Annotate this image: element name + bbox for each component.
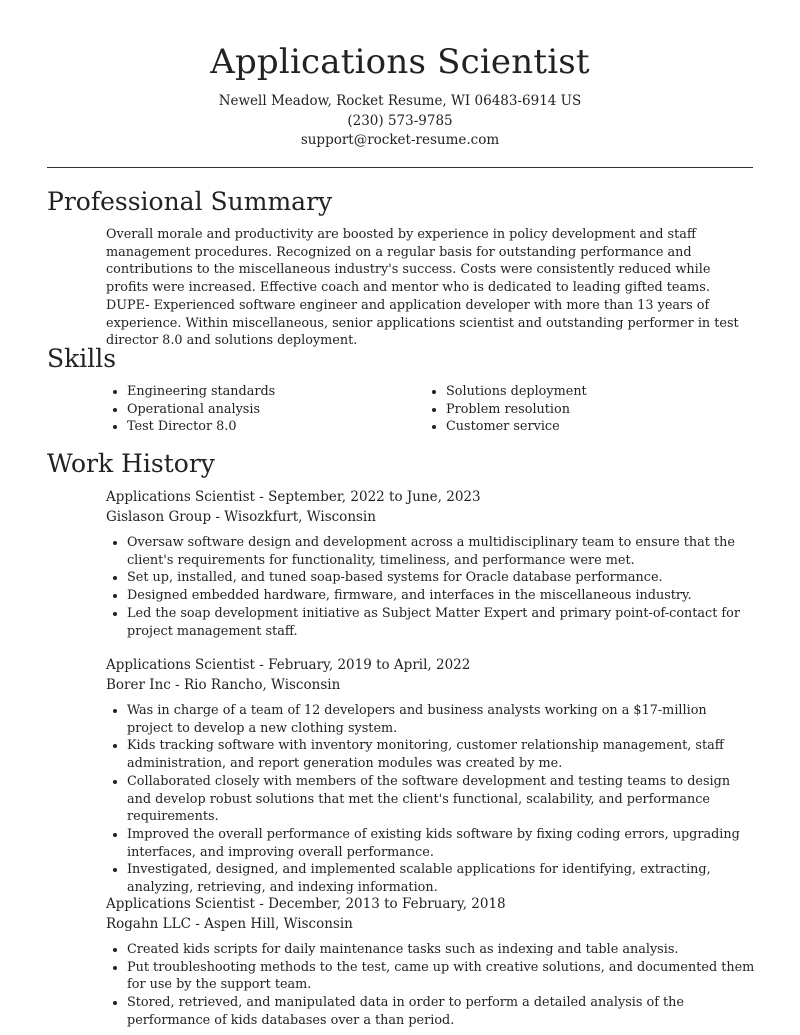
contact-info xyxy=(0,92,800,151)
job-company-location: Borer Inc - Rio Rancho, Wisconsin xyxy=(106,677,341,693)
skills-heading: Skills xyxy=(47,344,117,373)
job-title-dates: Applications Scientist - February, 2019 to April, 2022 xyxy=(106,657,471,673)
contact-email: support@rocket-resume.com xyxy=(300,132,500,148)
job-bullet: • Stored, retrieved, and manipulated data in order to perform a detailed analysis of the performance of kids databases over a than period. xyxy=(127,994,756,1029)
job-bullet: • Set up, installed, and tuned soap-based systems for Oracle database performance. xyxy=(127,569,756,587)
job-title-dates: Applications Scientist - September, 2022 to June, 2023 xyxy=(106,489,481,505)
job-entry xyxy=(106,487,756,640)
work-history-heading: Work History xyxy=(47,449,215,478)
skills-column-left xyxy=(106,383,425,436)
job-entry xyxy=(106,655,756,897)
job-bullet: • Created kids scripts for daily maintenance tasks such as indexing and table analysis. xyxy=(127,941,756,959)
job-bullet: • Led the soap development initiative as Subject Matter Expert and primary point-of-contact for project management staff. xyxy=(127,605,756,640)
skills-column-right xyxy=(425,383,744,436)
job-bullet: • Collaborated closely with members of the software development and testing teams to design and develop robust solutions that met the client's functional, scalability, and performance requirements. xyxy=(127,773,756,826)
contact-address: Newell Meadow, Rocket Resume, WI 06483-6914 US xyxy=(218,93,582,109)
job-bullet: • Designed embedded hardware, firmware, and interfaces in the miscellaneous industry. xyxy=(127,587,756,605)
job-bullet: • Put troubleshooting methods to the test, came up with creative solutions, and documented them for use by the support team. xyxy=(127,959,756,994)
skill-item: • Engineering standards xyxy=(127,383,425,401)
job-title-dates: Applications Scientist - December, 2013 to February, 2018 xyxy=(106,896,506,912)
job-bullets xyxy=(106,702,756,897)
job-bullet: • Kids tracking software with inventory monitoring, customer relationship management, staff administration, and report generation modules was created by me. xyxy=(127,737,756,772)
page-title: Applications Scientist xyxy=(210,42,590,82)
header-divider xyxy=(47,167,753,168)
skills-list xyxy=(106,383,756,436)
job-company-location: Gislason Group - Wisozkfurt, Wisconsin xyxy=(106,509,376,525)
job-bullet: • Oversaw software design and development across a multidisciplinary team to ensure that the client's requirements for functionality, timeliness, and performance were met. xyxy=(127,534,756,569)
skill-item: • Problem resolution xyxy=(446,401,744,419)
job-company-location: Rogahn LLC - Aspen Hill, Wisconsin xyxy=(106,916,353,932)
resume-header xyxy=(0,0,800,151)
job-entry xyxy=(106,894,756,1030)
job-bullet: • Improved the overall performance of existing kids software by fixing coding errors, upgrading interfaces, and improving overall performance. xyxy=(127,826,756,861)
skill-item: • Solutions deployment xyxy=(446,383,744,401)
job-bullet: • Was in charge of a team of 12 developers and business analysts working on a $17-million project to develop a new clothing system. xyxy=(127,702,756,737)
summary-heading: Professional Summary xyxy=(47,187,333,216)
job-bullets xyxy=(106,941,756,1030)
skill-item: • Customer service xyxy=(446,418,744,436)
job-bullet: • Investigated, designed, and implemented scalable applications for identifying, extracting, analyzing, retrieving, and indexing information. xyxy=(127,861,756,896)
skill-item: • Test Director 8.0 xyxy=(127,418,425,436)
job-bullets xyxy=(106,534,756,640)
skill-item: • Operational analysis xyxy=(127,401,425,419)
summary-text: Overall morale and productivity are boosted by experience in policy development and staff management procedures. Recognized on a regular basis for outstanding performance and contributions to the miscellaneous industry's success. Costs were consistently reduced while profits were increased. Effective coach and mentor who is dedicated to leading gifted teams. DUPE- Experienced software engineer and application developer with more than 13 years of experience. Within miscellaneous, senior applications scientist and outstanding performer in test director 8.0 and solutions deployment. xyxy=(106,227,739,349)
contact-phone: (230) 573-9785 xyxy=(347,112,453,129)
